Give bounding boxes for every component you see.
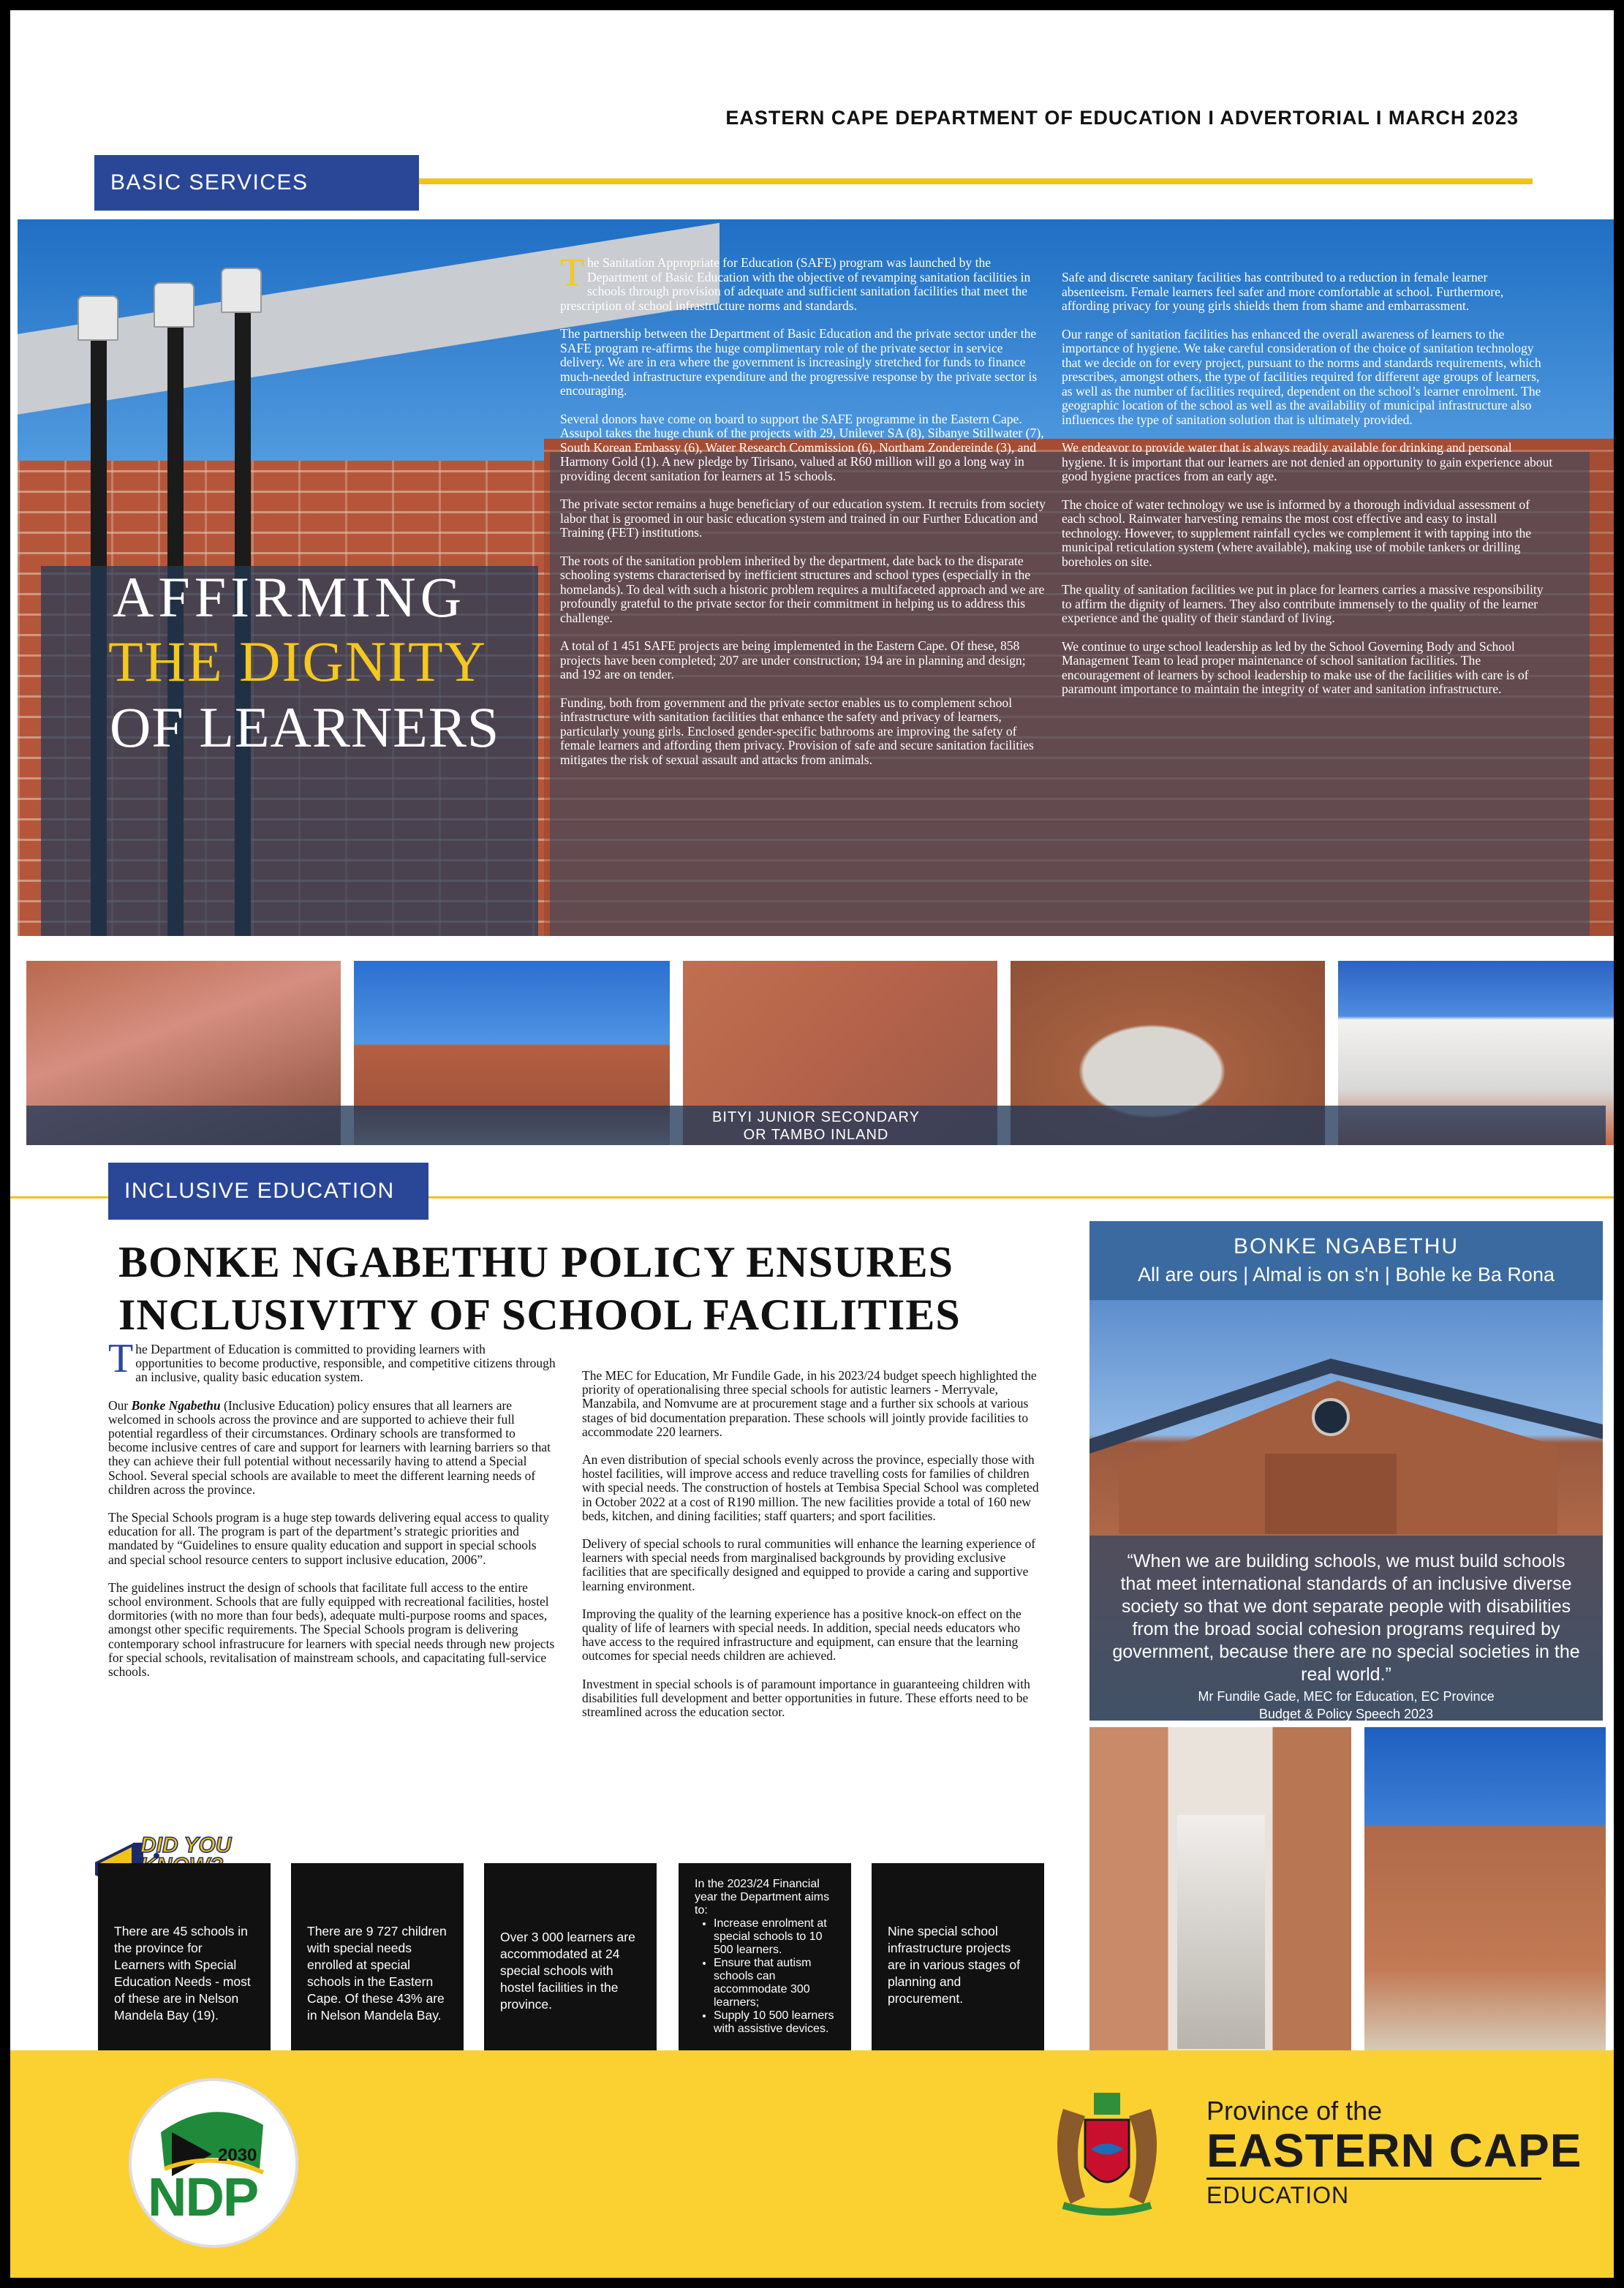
- fact-box: [679, 1863, 851, 2061]
- photo-caption: [26, 1106, 1606, 1145]
- policy-name: Bonke Ngabethu: [131, 1397, 221, 1413]
- corridor-floor: [1177, 1815, 1265, 2049]
- paragraph: The private sector remains a huge beneficiary of our education system. It recruits from society labor that is groomed in our basic education system and trained in our Further Education and Training (FET) institutions.: [560, 497, 1046, 540]
- quote-band: [1089, 1536, 1603, 1721]
- department-label: EDUCATION: [1206, 2182, 1350, 2208]
- paragraph: The partnership between the Department of Basic Education and the private sector under the SAFE program re-affirms the huge complimentary role of the private sector in service delivery. We are in era where the government is increasingly stretched for funds to finance much-needed infrastructure expenditure and the progressive response by the private sector is encouraging.: [560, 326, 1038, 398]
- ndp-wordmark: NDP: [148, 2167, 258, 2227]
- paragraph: The quality of sanitation facilities we put in place for learners carries a massive responsibility to affirm the dignity of learners. They also contribute immensely to the quality of the learner experience and the quality of their standard of living.: [1062, 582, 1544, 625]
- paragraph: We continue to urge school leadership as led by the School Governing Body and School Management Team to lead proper maintenance of school sanitation facilities. The encouragement of learners by school leadership to make use of the facilities with care is of paramount importance to maintain the integrity of water and sanitation infrastructure.: [1062, 638, 1529, 696]
- text: Our: [108, 1397, 132, 1413]
- paragraph: he Department of Education is committed to providing learners with opportunities to become productive, responsible, and competitive citizens through an inclusive, quality basic education system.: [135, 1342, 556, 1385]
- paragraph: An even distribution of special schools evenly across the province, especially those with hostel facilities, will improve access and reduce travelling costs for families of children with special needs. The construction of hostels at Tembisa Special School was completed in October 2022 at a cost of R190 million. The new facilities provide a total of 160 new beds, kitchen, and dining facilities; staff quarters; and sport facilities.: [582, 1452, 1039, 1523]
- quote-header: [1089, 1221, 1603, 1300]
- school-building-illustration: [1089, 1300, 1603, 1534]
- gold-rule: [414, 178, 1533, 184]
- ndp-logo: [129, 2078, 298, 2248]
- section-tab-inclusive-education: INCLUSIVE EDUCATION: [108, 1163, 428, 1220]
- masthead: EASTERN CAPE DEPARTMENT OF EDUCATION I ADVERTORIAL I MARCH 2023: [725, 107, 1519, 129]
- fact-bullet: • Ensure that autism schools can accommodate 300 learners;: [714, 1957, 835, 2009]
- province-name: EASTERN CAPE: [1206, 2124, 1582, 2177]
- paragraph: We endeavor to provide water that is always readily available for drinking and personal hygiene. It is important that our learners are not denied an opportunity to gain experience about good hygiene practices from an early age.: [1062, 440, 1553, 483]
- fact-box: There are 9 727 children with special needs enrolled at special schools in the Eastern Cape. Of these 43% are in Nelson Mandela Bay.: [291, 1863, 464, 2061]
- advertorial-page: [10, 10, 1614, 2278]
- fact-box: Over 3 000 learners are accommodated at 24 special schools with hostel facilities in the province.: [484, 1863, 657, 2061]
- quote-subheading: All are ours | Almal is on s'n | Bohle ke Ba Rona: [1138, 1264, 1555, 1285]
- inclusive-column-2: [582, 1369, 1040, 1733]
- paragraph: Our range of sanitation facilities has enhanced the overall awareness of learners to the importance of hygiene. We take careful consideration of the choice of sanitation technology that we decide on for every project, pursuant to the norms and standards requirements, which prescribes, amongst others, the type of facilities required for different age groups of learners, as well as the number of facilities required, dependent on the school’s learner enrolment. The geographic location of the school as well as the availability of municipal infrastructure also influences the type of sanitation solution that is ultimately provided.: [1062, 326, 1541, 427]
- quote-attribution: Mr Fundile Gade, MEC for Education, EC Province: [1198, 1689, 1495, 1704]
- title-line-2: THE DIGNITY: [108, 630, 488, 693]
- fact-bullet: • Increase enrolment at special schools to 10 500 learners.: [714, 1917, 835, 1957]
- drop-cap: T: [560, 250, 584, 294]
- fact-bullet: • Supply 10 500 learners with assistive devices.: [714, 2009, 835, 2036]
- paragraph: Funding, both from government and the private sector enables us to complement school infrastructure with sanitation facilities that enhance the safety and privacy of learners, particularly young girls. Enclosed gender-specific bathrooms are improving the safety of female learners and affording them privacy. Provision of safe and secure sanitation facilities mitigates the risk of sexual assault and attacks from animals.: [560, 695, 1034, 767]
- photo-building-exterior: [1364, 1727, 1606, 2050]
- paragraph: Investment in special schools is of paramount importance in guaranteeing children with disabilities full development and better opportunities in future. These efforts need to be streamlined across the education sector.: [582, 1676, 1030, 1720]
- headline-line: BONKE NGABETHU POLICY ENSURES: [118, 1238, 953, 1286]
- ndp-year: 2030: [218, 2145, 257, 2165]
- vent-cap: [78, 295, 118, 341]
- section-tab-basic-services: BASIC SERVICES: [94, 155, 419, 211]
- quote-heading: BONKE NGABETHU: [1233, 1234, 1459, 1258]
- paragraph: The guidelines instruct the design of schools that facilitate full access to the entire school environment. Schools that are fully equipped with recreational facilities, hostel dormitories (with no more than four beds), adequate multi-purpose rooms and spaces, amongst other specific requirements. The Special Schools program is delivering contemporary school infrastrucure for learners with special needs through new projects for special schools, revitalisation of mainstream schools, and capacitating full-service schools.: [108, 1579, 555, 1680]
- badge-line: DID YOU: [140, 1833, 232, 1857]
- province-label: Province of the: [1206, 2096, 1383, 2126]
- paragraph: Several donors have come on board to support the SAFE programme in the Eastern Cape. Assupol takes the huge chunk of the projects with 29, Unilever SA (8), Sibanye Stillwater (7), South Korean Embassy (6), Water Research Commission (6), Northam Zondereinde (3), and Harmony Gold (1). A new pledge by Tirisano, valued at R60 million will go a long way in providing decent sanitation for learners at 15 schools.: [560, 411, 1044, 483]
- headline-line: INCLUSIVITY OF SCHOOL FACILITIES: [118, 1291, 961, 1339]
- article-column-2: [1062, 271, 1553, 711]
- title-line-1: AFFIRMING: [113, 565, 467, 629]
- drop-cap: T: [108, 1336, 134, 1381]
- quote-text: “When we are building schools, we must build schools that meet international standards of an inclusive diverse society so that we dont separate people with disabilities from the broad social cohesion programs required by government, because there are no special societies in the real world.”: [1112, 1551, 1580, 1685]
- paragraph: Improving the quality of the learning experience has a positive knock-on effect on the quality of life of learners with special needs. In addition, special needs educators who have access to the required infrastructure and equipment, can ensure that the learning outcomes for special needs children are achieved.: [582, 1606, 1021, 1664]
- fact-intro: In the 2023/24 Financial year the Department aims to:: [695, 1878, 830, 1917]
- vent-cap: [221, 268, 262, 313]
- coat-of-arms-icon: [1034, 2080, 1180, 2219]
- paragraph: The roots of the sanitation problem inherited by the department, date back to the disparate schooling systems characterised by inefficient structures and school types (especially in the homelands). To deal with such a historic problem requires a multifaceted approach and we are profoundly grateful to the private sector for their commitment in helping us to address this challenge.: [560, 553, 1045, 625]
- caption-line: BITYI JUNIOR SECONDARY: [712, 1109, 920, 1125]
- fact-box: Nine special school infrastructure projects are in various stages of planning and procurement.: [872, 1863, 1044, 2061]
- paragraph: A total of 1 451 SAFE projects are being implemented in the Eastern Cape. Of these, 858 projects have been completed; 207 are under construction; 194 are in planning and design; and 192 are on tender.: [560, 638, 1026, 682]
- divider: [1206, 2178, 1541, 2180]
- paragraph: he Sanitation Appropriate for Education (SAFE) program was launched by the Department of Basic Education with the objective of revamping sanitation facilities in schools through provision of adequate and sufficient sanitation facilities that meet the prescription of school infrastructure norms and standards.: [560, 255, 1031, 313]
- paragraph: Safe and discrete sanitary facilities has contributed to a reduction in female learner absenteeism. Female learners feel safer and more comfortable at school. Furthermore, affording privacy for young girls shields them from shame and embarrassment.: [1062, 270, 1504, 313]
- paragraph: Delivery of special schools to rural communities will enhance the learning experience of learners with special needs from marginalised backgrounds by providing exclusive facilities that are specifically designed and equipped to provide a caring and supportive learning environment.: [582, 1536, 1036, 1593]
- paragraph: [108, 1399, 556, 1497]
- vent-cap: [154, 282, 194, 328]
- article-column-1: [560, 250, 1047, 781]
- paragraph: The MEC for Education, Mr Fundile Gade, in his 2023/24 budget speech highlighted the priority of operationalising three special schools for autistic learners - Merryvale, Manzabila, and Nomvume are at procurement stage and a further six schools at various stages of bid documentation preparation. These schools will jointly provide facilities to accommodate 220 learners.: [582, 1368, 1037, 1439]
- photo-corridor: [1089, 1727, 1351, 2050]
- caption-line: OR TAMBO INLAND: [743, 1127, 889, 1143]
- paragraph: The choice of water technology we use is informed by a thorough individual assessment of each school. Rainwater harvesting remains the most cost effective and easy to install technology. However, to supplement rainfall cycles we complement it with tapping into the municipal reticulation system (where available), making use of mobile tankers or drilling boreholes on site.: [1062, 497, 1532, 569]
- quote-panel: [1089, 1221, 1603, 1721]
- paragraph: The Special Schools program is a huge step towards delivering equal access to quality education for all. The program is part of the department’s strategic priorities and mandated by “Guidelines to ensure quality education and support in special schools and special school resource centers to support inclusive education, 2006”.: [108, 1510, 550, 1567]
- inclusive-column-1: [108, 1336, 556, 1693]
- text: (Inclusive Education) policy ensures that all learners are welcomed in schools across the province and are supported to achieve their full potential regardless of their circumstances. Ordinary schools are transformed to become inclusive centres of care and support for learners with learning barriers so that they can achieve their full potential without necessarily having to attend a Special School. Several special schools are available to meet the different learning needs of children across the province.: [108, 1397, 551, 1497]
- title-line-3: OF LEARNERS: [110, 695, 500, 759]
- fact-box: There are 45 schools in the province for Learners with Special Education Needs - most of these are in Nelson Mandela Bay (19).: [98, 1863, 271, 2061]
- quote-attribution: Budget & Policy Speech 2023: [1258, 1707, 1434, 1721]
- article-headline: [118, 1236, 961, 1341]
